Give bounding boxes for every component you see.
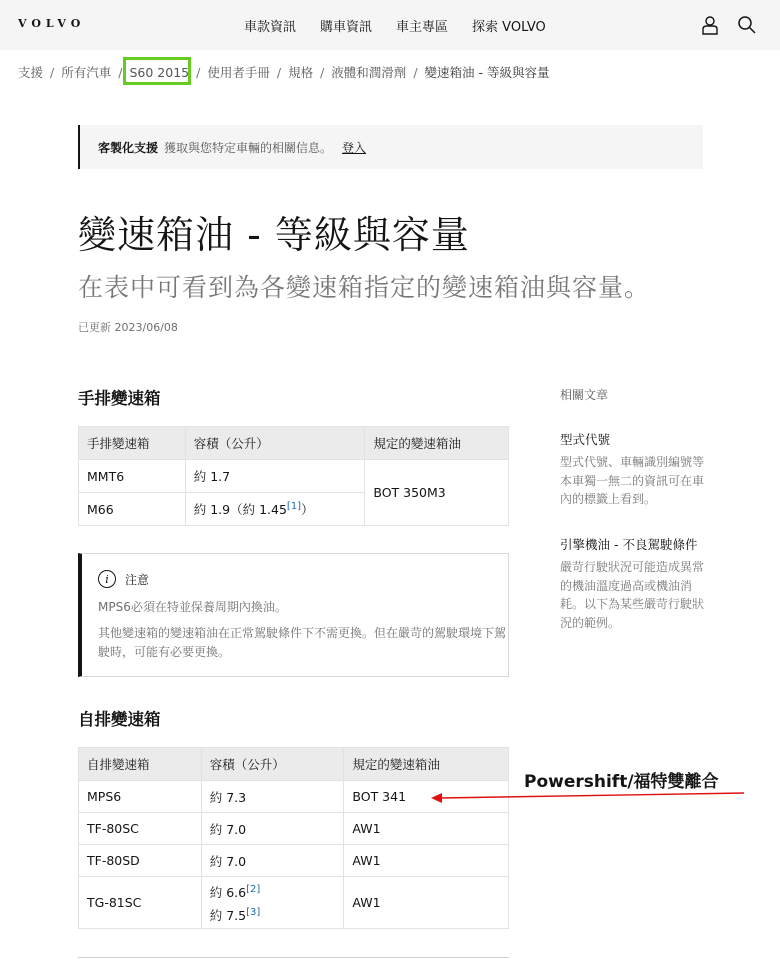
capacity-text-end: ） [301, 502, 314, 517]
capacity-text: 約 1.9（約 1.45 [193, 502, 287, 517]
breadcrumb-model[interactable]: S60 2015 [129, 64, 190, 80]
column-header: 容積（公升） [185, 427, 365, 460]
footnote-link[interactable]: [2] [246, 884, 261, 896]
model-cell: TF-80SD [79, 845, 202, 877]
capacity-cell [201, 877, 344, 929]
oil-cell: AW1 [344, 813, 509, 845]
model-cell: M66 [79, 493, 186, 526]
note-box [78, 553, 509, 677]
related-article-summary: 嚴苛行駛狀況可能造成異常的機油溫度過高或機油消耗。以下為某些嚴苛行駛狀況的範例。 [560, 560, 705, 630]
capacity-text: 約 6.6 [209, 885, 247, 901]
info-icon: i [98, 570, 116, 588]
nav-item-explore[interactable]: 探索 VOLVO [472, 20, 546, 35]
automatic-heading: 自排變速箱 [78, 710, 161, 729]
page-title: 變速箱油 - 等級與容量 [78, 213, 470, 257]
breadcrumb: 支援 / 所有汽車 / S60 2015 / 使用者手冊 / 規格 / 液體和潤滑劑 / 變速箱油 - 等級與容量 [18, 64, 550, 80]
nav-item-owners[interactable]: 車主專區 [396, 20, 449, 35]
breadcrumb-specs[interactable]: 規格 [288, 65, 314, 80]
nav-item-buy[interactable]: 購車資訊 [320, 20, 373, 35]
breadcrumb-support[interactable]: 支援 [18, 65, 44, 80]
table-row [79, 813, 509, 845]
column-header: 容積（公升） [201, 748, 344, 781]
model-cell: TG-81SC [79, 877, 202, 929]
capacity-cell: 約 7.0 [201, 845, 344, 877]
banner-title: 客製化支援 [98, 141, 159, 155]
model-highlight-box [123, 57, 191, 85]
main-nav [244, 16, 546, 35]
login-link[interactable]: 登入 [342, 141, 367, 155]
updated-date: 已更新 2023/06/08 [78, 321, 178, 334]
footnote-link[interactable]: [1] [286, 500, 302, 512]
related-article-link[interactable]: 型式代號 [560, 432, 611, 447]
note-title: 注意 [125, 572, 150, 587]
breadcrumb-all-cars[interactable]: 所有汽車 [61, 65, 112, 80]
volvo-logo[interactable]: VOLVO [18, 17, 86, 30]
table-row [79, 877, 509, 929]
note-text: 其他變速箱的變速箱油在正常駕駛條件下不需更換。但在嚴苛的駕駛環境下駕駛時，可能有必要更換。 [98, 626, 507, 659]
column-header: 自排變速箱 [79, 748, 202, 781]
oil-cell: BOT 341 [344, 781, 509, 813]
column-header: 規定的變速箱油 [365, 427, 509, 460]
table-row [79, 460, 509, 493]
capacity-cell: 約 1.7 [185, 460, 365, 493]
table-header-row [79, 427, 509, 460]
automatic-table [78, 747, 509, 929]
page-subtitle: 在表中可看到為各變速箱指定的變速箱油與容量。 [78, 273, 651, 302]
annotation-label: Powershift/福特雙離合 [524, 772, 719, 792]
nav-item-models[interactable]: 車款資訊 [244, 20, 297, 35]
capacity-text: 約 7.5 [209, 907, 247, 923]
oil-cell: BOT 350M3 [365, 460, 509, 526]
search-icon[interactable] [736, 14, 758, 36]
manual-heading: 手排變速箱 [78, 389, 161, 408]
breadcrumb-manual[interactable]: 使用者手冊 [207, 65, 270, 80]
note-text: MPS6必須在特並保養周期內換油。 [98, 600, 287, 614]
capacity-cell [185, 493, 365, 526]
model-cell: MMT6 [79, 460, 186, 493]
table-header-row [79, 748, 509, 781]
model-cell: MPS6 [79, 781, 202, 813]
banner-text: 獲取與您特定車輛的相關信息。 [164, 141, 333, 155]
column-header: 手排變速箱 [79, 427, 186, 460]
annotation-arrow [428, 786, 748, 806]
model-cell: TF-80SC [79, 813, 202, 845]
capacity-cell: 約 7.3 [201, 781, 344, 813]
oil-cell: AW1 [344, 845, 509, 877]
capacity-cell: 約 7.0 [201, 813, 344, 845]
user-icon[interactable] [699, 14, 721, 36]
custom-support-banner [78, 125, 703, 169]
top-navigation-bar [0, 0, 780, 50]
breadcrumb-current: 變速箱油 - 等級與容量 [424, 65, 550, 80]
related-articles-heading: 相關文章 [560, 388, 609, 402]
related-article-summary: 型式代號、車輛識別編號等本車獨一無二的資訊可在車內的標籤上看到。 [560, 455, 705, 506]
related-article-link[interactable]: 引擎機油 - 不良駕駛條件 [560, 537, 698, 552]
column-header: 規定的變速箱油 [344, 748, 509, 781]
breadcrumb-fluids[interactable]: 液體和潤滑劑 [331, 65, 407, 80]
manual-table [78, 426, 509, 526]
table-row [79, 845, 509, 877]
oil-cell: AW1 [344, 877, 509, 929]
footnote-link[interactable]: [3] [246, 906, 261, 918]
